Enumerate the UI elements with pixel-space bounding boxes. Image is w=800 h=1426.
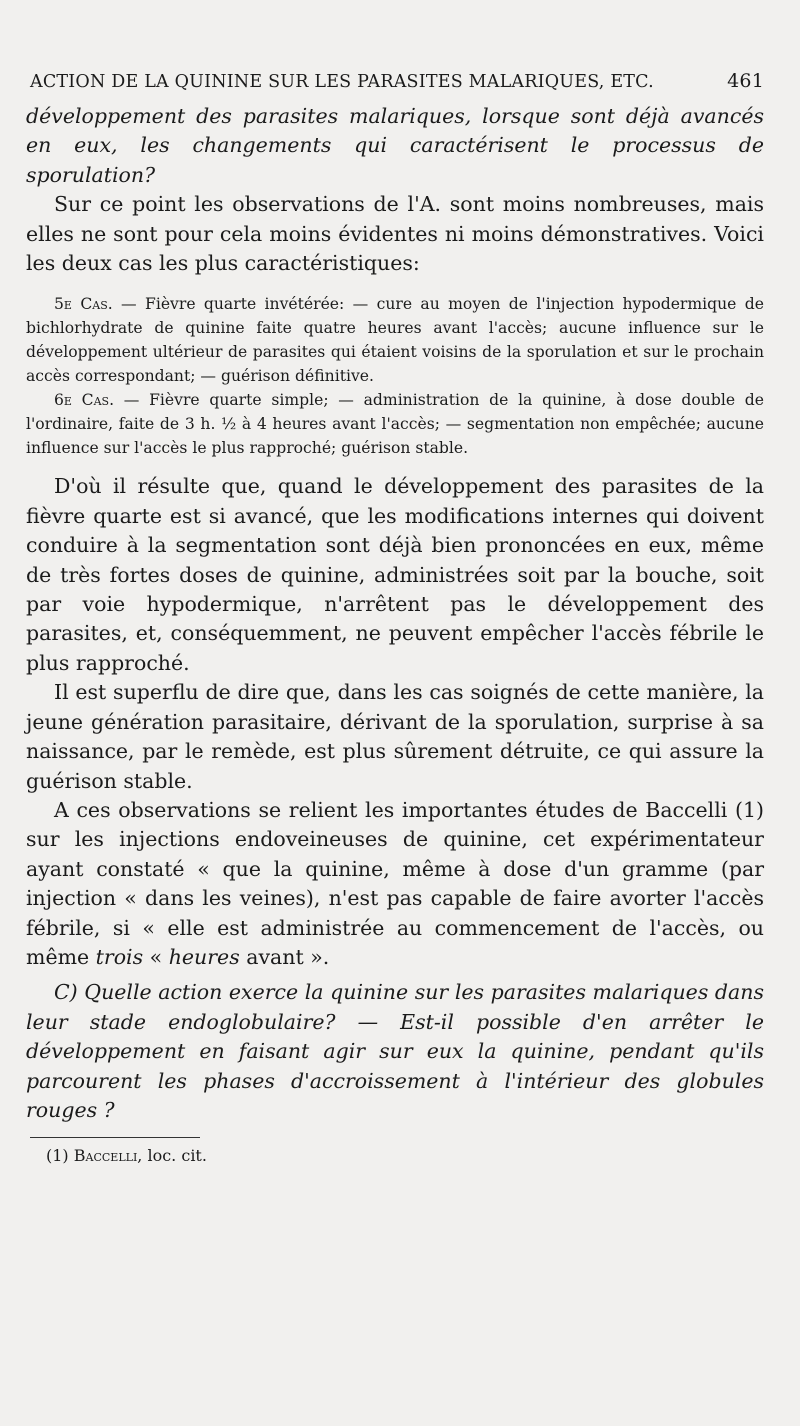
paragraph-baccelli bbox=[26, 796, 764, 972]
running-head bbox=[26, 70, 764, 102]
footnote-author: Baccelli bbox=[73, 1146, 138, 1166]
paragraph-question-continued: développement des parasites malariques, lorsque sont déjà avancés en eux, les changements qui caractérisent le processus de sporulation? bbox=[26, 104, 764, 187]
baccelli-text: A ces observations se relient les importantes études de Baccelli (1) sur les injections endoveineuses de quinine, cet expérimentateur ayant constaté « que la quinine, même à dose d'un gramme (par injection « dans les veines), n'est pas capable de faire avorter l'accès fébrile, si « elle est administrée au commencement de l'accès, ou même bbox=[26, 797, 764, 969]
case-6-text: — Fièvre quarte simple; — administration de la quinine, à dose double de l'ordinaire, faite de 3 h. ½ à 4 heures avant l'accès; — segmentation non empêchée; aucune influence sur l'accès le plus rapproché; guérison stable. bbox=[26, 391, 764, 458]
case-6-label: 6e Cas. bbox=[54, 391, 115, 410]
footnote-marker: (1) bbox=[46, 1146, 69, 1166]
book-page bbox=[26, 70, 764, 1165]
case-5-text: — Fièvre quarte invétérée: — cure au moyen de l'injection hypodermique de bichlorhydrate de quinine faite quatre heures avant l'accès; aucune influence sur le développement ultérieur de parasites qui étaient voisins de la sporulation et sur le prochain accès correspondant; — guérison définitive. bbox=[26, 295, 764, 386]
footnote bbox=[26, 1146, 764, 1165]
footnote-ref: , loc. cit. bbox=[137, 1146, 207, 1166]
paragraph-observations: Sur ce point les observations de l'A. sont moins nombreuses, mais elles ne sont pour cela moins évidentes ni moins démonstratives. Voici les deux cas les plus caractéristiques: bbox=[26, 192, 764, 276]
running-head-title: ACTION DE LA QUININE SUR LES PARASITES MALARIQUES, ETC. bbox=[30, 72, 654, 92]
paragraph-young-generation: Il est superflu de dire que, dans les cas soignés de cette manière, la jeune génération parasitaire, dérivant de la sporulation, surprise à sa naissance, par le remède, est plus sûrement détruite, ce qui assure la guérison stable. bbox=[26, 680, 764, 793]
case-6-report bbox=[26, 388, 764, 460]
case-reports bbox=[26, 292, 764, 460]
case-5-report bbox=[26, 292, 764, 388]
baccelli-italic-heures: heures bbox=[168, 944, 240, 969]
paragraph-conclusion: D'où il résulte que, quand le développement des parasites de la fièvre quarte est si avancé, que les modifications internes qui doivent conduire à la segmentation sont déjà bien prononcées en eux, même de très fortes doses de quinine, administrées soit par la bouche, soit par voie hypodermique, n'arrêtent pas le développement des parasites, et, conséquemment, ne peuvent empêcher l'accès fébrile le plus rapproché. bbox=[26, 474, 764, 675]
baccelli-quote-mark: « bbox=[143, 944, 169, 969]
baccelli-italic-trois: trois bbox=[95, 944, 144, 969]
page-number: 461 bbox=[727, 70, 764, 92]
footnote-divider bbox=[30, 1137, 200, 1138]
section-c-question: C) Quelle action exerce la quinine sur les parasites malariques dans leur stade endoglobulaire? — Est-il possible d'en arrêter le développement en faisant agir sur eux la quinine, pendant qu'ils parcourent les phases d'accroissement à l'intérieur des globules rouges ? bbox=[26, 980, 764, 1122]
main-text bbox=[26, 102, 764, 278]
case-5-label: 5e Cas. bbox=[54, 295, 113, 314]
baccelli-text-end: avant ». bbox=[239, 944, 330, 969]
main-text-continued bbox=[26, 472, 764, 1125]
